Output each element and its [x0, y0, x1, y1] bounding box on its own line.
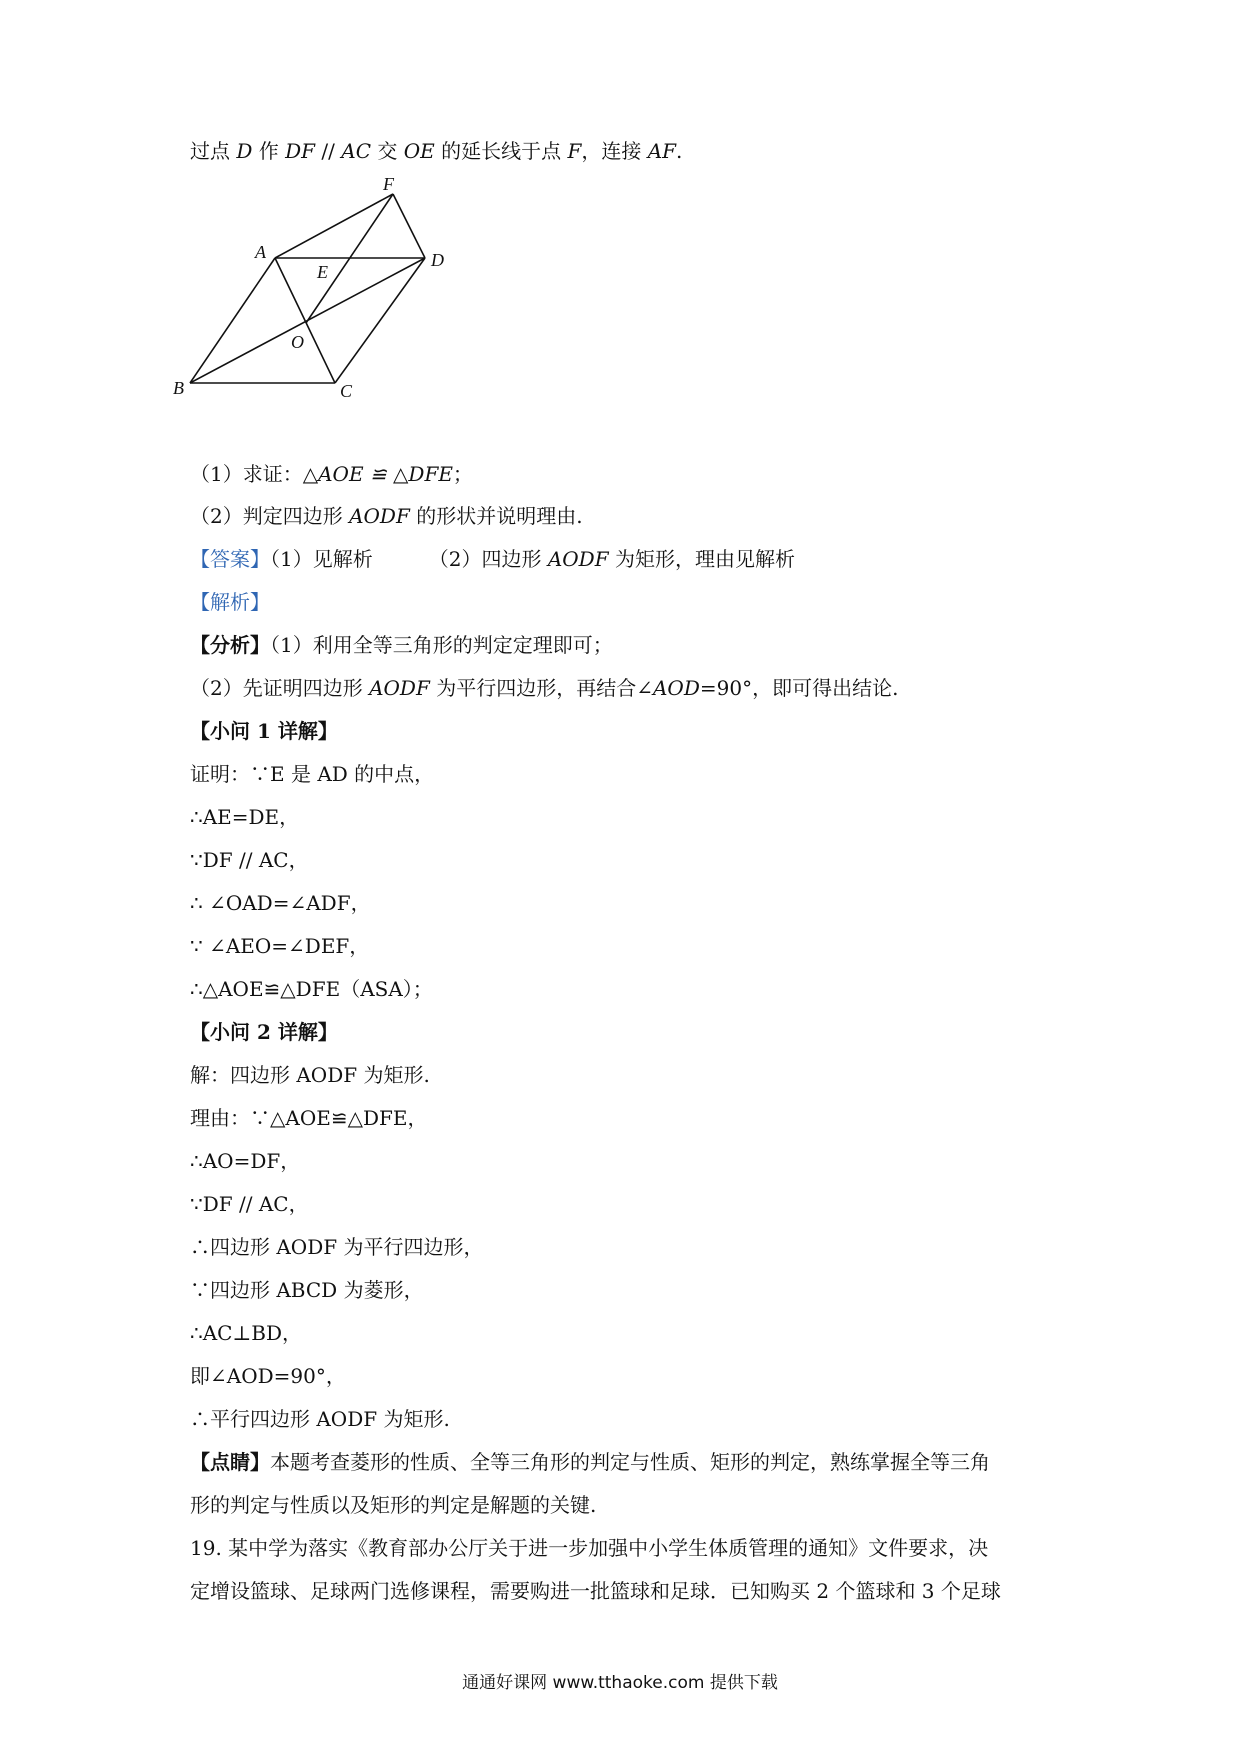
label-f: F — [383, 174, 394, 194]
sub2-line: ∵四边形 ABCD 为菱形， — [190, 1278, 424, 1302]
label-e: E — [317, 262, 328, 282]
dianjing-line-1 — [190, 1448, 990, 1476]
analysis-text-1: （1）利用全等三角形的判定定理即可； — [270, 633, 613, 657]
sub2-line: 即∠AOD=90°， — [190, 1364, 346, 1388]
rhombus-figure — [173, 174, 515, 448]
segment-oe: OE — [403, 139, 435, 163]
answer-part2-end: 为矩形，理由见解析 — [608, 547, 795, 571]
point-f: F — [567, 139, 582, 163]
analysis-line-2 — [190, 674, 898, 702]
analysis-text-2: （2）先证明四边形 — [190, 676, 370, 700]
intro-text: 的延长线于点 — [434, 139, 568, 163]
intro-text: . — [676, 139, 683, 163]
q2-end: 的形状并说明理由. — [409, 504, 583, 528]
analysis-line-1 — [190, 631, 613, 659]
sub1-line: ∴△AOE≌△DFE（ASA）； — [190, 977, 433, 1001]
sub2-line: ∴平行四边形 AODF 为矩形. — [190, 1407, 450, 1431]
label-a: A — [255, 242, 266, 262]
edge-fd — [393, 194, 425, 258]
label-c: C — [340, 381, 353, 401]
sub2-header: 【小问 2 详解】 — [190, 1020, 338, 1044]
answer-part1: （1）见解析 — [270, 547, 373, 571]
edge-af — [275, 194, 393, 258]
sub2-line: 理由：∵△AOE≌△DFE， — [190, 1106, 428, 1130]
point-d: D — [236, 139, 253, 163]
analysis-text-2c: =90°，即可得出结论. — [699, 676, 899, 700]
sub2-line: ∵DF // AC， — [190, 1192, 309, 1216]
dianjing-tag: 【点睛】 — [190, 1450, 270, 1474]
segment-df: DF — [285, 139, 316, 163]
label-d: D — [431, 250, 444, 270]
sub2-line: ∴AC⊥BD， — [190, 1321, 303, 1345]
sub2-line: ∴AO=DF， — [190, 1149, 301, 1173]
intro-text: 作 — [252, 139, 286, 163]
q1-end: ； — [452, 462, 473, 486]
dianjing-text-1: 本题考查菱形的性质、全等三角形的判定与性质、矩形的判定，熟练掌握全等三角 — [270, 1450, 990, 1474]
analysis-quadrilateral: AODF — [369, 676, 430, 700]
answer-part2: （2）四边形 — [428, 547, 548, 571]
intro-text: 过点 — [190, 139, 237, 163]
intro-line — [190, 137, 682, 165]
jiexi-tag: 【解析】 — [190, 590, 270, 614]
question-1 — [190, 460, 473, 488]
q1-prefix: （1）求证： — [190, 462, 303, 486]
geometry-diagram — [173, 174, 515, 448]
edge-cd — [335, 258, 425, 383]
segment-af: AF — [647, 139, 677, 163]
page-footer: 通通好课网 www.tthaoke.com 提供下载 — [462, 1673, 778, 1693]
q1-expression: △AOE ≌ △DFE — [302, 462, 453, 486]
jiexi-line — [190, 588, 270, 616]
intro-text: ，连接 — [581, 139, 648, 163]
question-2 — [190, 502, 583, 530]
analysis-tag: 【分析】 — [190, 633, 270, 657]
sub2-line: ∴四边形 AODF 为平行四边形， — [190, 1235, 484, 1259]
label-b: B — [173, 378, 184, 398]
parallel-symbol: // — [315, 139, 342, 163]
analysis-angle: AOD — [652, 676, 700, 700]
sub1-line: 证明：∵E 是 AD 的中点， — [190, 762, 435, 786]
sub2-line: 解：四边形 AODF 为矩形. — [190, 1063, 430, 1087]
question-19-line-2: 定增设篮球、足球两门选修课程，需要购进一批篮球和足球．已知购买 2 个篮球和 3 个足球 — [190, 1579, 1001, 1603]
sub1-line: ∴AE=DE， — [190, 805, 300, 829]
sub1-line: ∵ ∠AEO=∠DEF， — [190, 934, 370, 958]
sub1-line: ∵DF // AC， — [190, 848, 309, 872]
sub1-header: 【小问 1 详解】 — [190, 719, 338, 743]
question-19-line-1: 19. 某中学为落实《教育部办公厅关于进一步加强中小学生体质管理的通知》文件要求，决 — [190, 1536, 989, 1560]
answer-tag: 【答案】 — [190, 547, 270, 571]
analysis-text-2b: 为平行四边形，再结合∠ — [429, 676, 653, 700]
dianjing-line-2: 形的判定与性质以及矩形的判定是解题的关键. — [190, 1493, 597, 1517]
answer-line — [190, 545, 795, 573]
sub1-line: ∴ ∠OAD=∠ADF， — [190, 891, 371, 915]
edge-ab — [190, 258, 275, 383]
intro-text: 交 — [371, 139, 404, 163]
q2-prefix: （2）判定四边形 — [190, 504, 350, 528]
segment-ac: AC — [341, 139, 371, 163]
answer-quadrilateral: AODF — [547, 547, 609, 571]
label-o: O — [291, 332, 304, 352]
q2-quadrilateral: AODF — [349, 504, 410, 528]
